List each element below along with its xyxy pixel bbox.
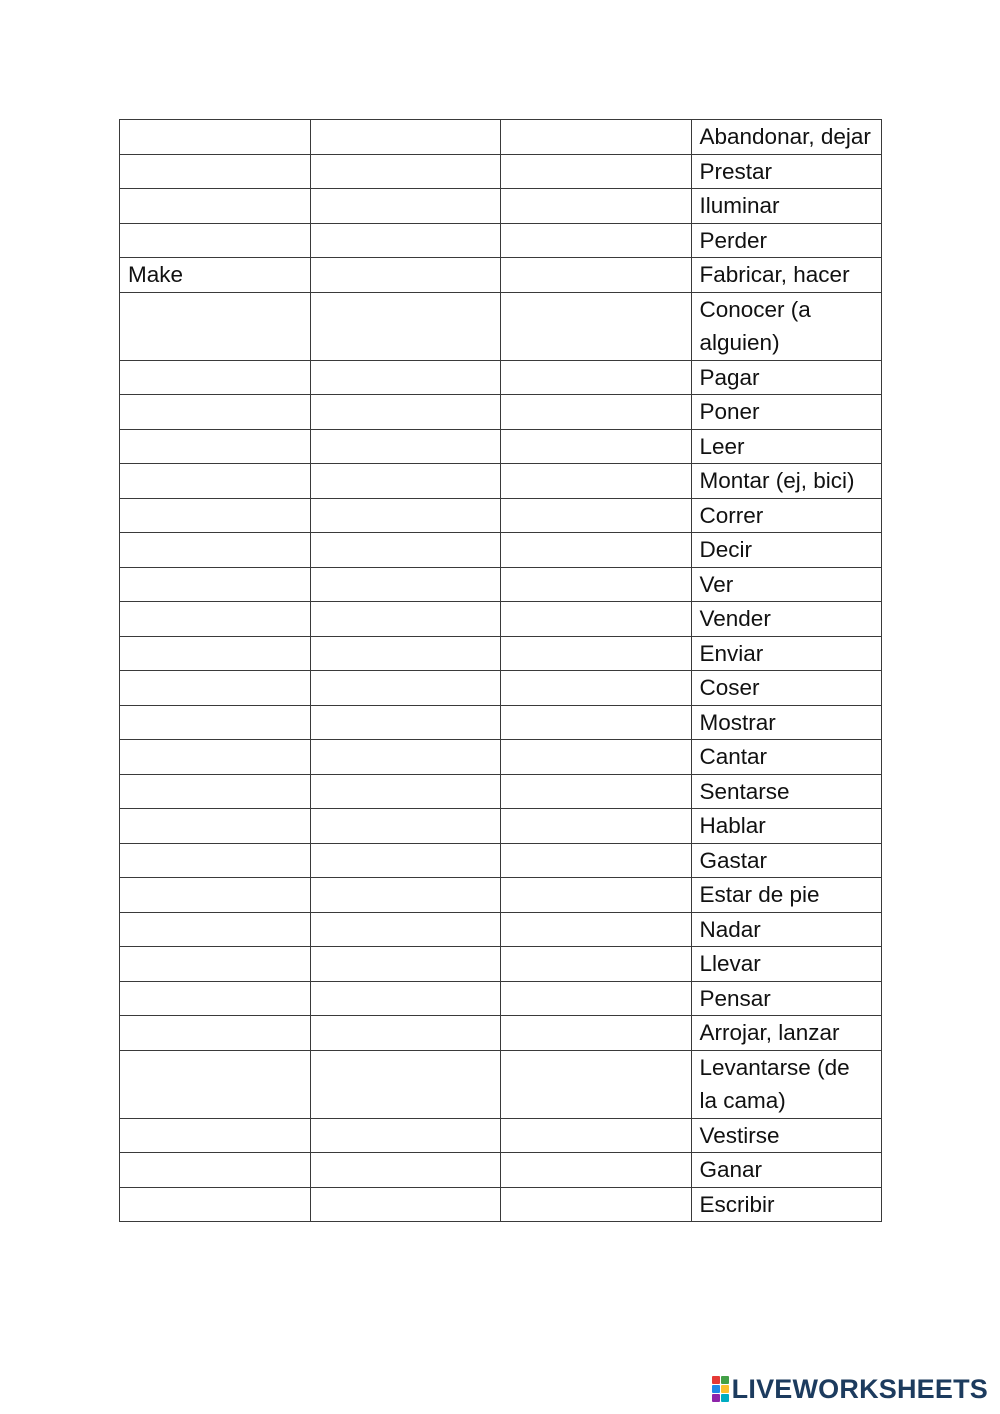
- spanish-verb-cell: Hablar: [691, 809, 882, 844]
- table-row: [120, 189, 882, 224]
- table-row: [120, 740, 882, 775]
- answer-cell[interactable]: [120, 533, 311, 568]
- table-row: [120, 981, 882, 1016]
- answer-cell[interactable]: [310, 223, 501, 258]
- table-row: [120, 1153, 882, 1188]
- answer-cell[interactable]: [310, 740, 501, 775]
- answer-cell[interactable]: [310, 843, 501, 878]
- spanish-verb-cell: Enviar: [691, 636, 882, 671]
- answer-cell[interactable]: [501, 602, 692, 637]
- spanish-verb-cell: Leer: [691, 429, 882, 464]
- answer-cell[interactable]: [310, 567, 501, 602]
- answer-cell[interactable]: [120, 429, 311, 464]
- spanish-verb-cell: Abandonar, dejar: [691, 120, 882, 155]
- spanish-verb-cell: Correr: [691, 498, 882, 533]
- answer-cell[interactable]: [501, 223, 692, 258]
- answer-cell[interactable]: [501, 1016, 692, 1051]
- spanish-verb-cell: Gastar: [691, 843, 882, 878]
- answer-cell[interactable]: [501, 498, 692, 533]
- spanish-verb-cell: Montar (ej, bici): [691, 464, 882, 499]
- answer-cell[interactable]: [310, 912, 501, 947]
- answer-cell[interactable]: [501, 705, 692, 740]
- answer-cell[interactable]: [310, 498, 501, 533]
- answer-cell[interactable]: [501, 189, 692, 224]
- spanish-verb-cell: Pagar: [691, 360, 882, 395]
- table-row: [120, 292, 882, 360]
- answer-cell[interactable]: [310, 1187, 501, 1222]
- table-row: [120, 843, 882, 878]
- answer-cell[interactable]: [310, 947, 501, 982]
- answer-cell[interactable]: [501, 878, 692, 913]
- table-row: [120, 1016, 882, 1051]
- answer-cell[interactable]: [310, 1118, 501, 1153]
- answer-cell[interactable]: [120, 1187, 311, 1222]
- logo-square: [712, 1394, 720, 1402]
- answer-cell[interactable]: [120, 464, 311, 499]
- answer-cell[interactable]: [501, 843, 692, 878]
- answer-cell[interactable]: [120, 292, 311, 360]
- logo-square: [712, 1385, 720, 1393]
- answer-cell[interactable]: [120, 981, 311, 1016]
- answer-cell[interactable]: Make: [120, 258, 311, 293]
- table-row: [120, 360, 882, 395]
- spanish-verb-cell: Levantarse (de la cama): [691, 1050, 882, 1118]
- spanish-verb-cell: Cantar: [691, 740, 882, 775]
- answer-cell[interactable]: [501, 533, 692, 568]
- answer-cell[interactable]: [120, 602, 311, 637]
- answer-cell[interactable]: [120, 395, 311, 430]
- answer-cell[interactable]: [310, 671, 501, 706]
- answer-cell[interactable]: [310, 1016, 501, 1051]
- answer-cell[interactable]: [120, 154, 311, 189]
- answer-cell[interactable]: [501, 120, 692, 155]
- table-row: [120, 120, 882, 155]
- spanish-verb-cell: Iluminar: [691, 189, 882, 224]
- table-row: [120, 878, 882, 913]
- table-row: [120, 774, 882, 809]
- answer-cell[interactable]: [501, 292, 692, 360]
- answer-cell[interactable]: [120, 878, 311, 913]
- answer-cell[interactable]: [501, 258, 692, 293]
- answer-cell[interactable]: [310, 981, 501, 1016]
- logo-square: [721, 1394, 729, 1402]
- spanish-verb-cell: Prestar: [691, 154, 882, 189]
- answer-cell[interactable]: [501, 395, 692, 430]
- answer-cell[interactable]: [310, 360, 501, 395]
- answer-cell[interactable]: [120, 809, 311, 844]
- answer-cell[interactable]: [501, 912, 692, 947]
- table-row: [120, 912, 882, 947]
- spanish-verb-cell: Nadar: [691, 912, 882, 947]
- spanish-verb-cell: Arrojar, lanzar: [691, 1016, 882, 1051]
- answer-cell[interactable]: [120, 1016, 311, 1051]
- answer-cell[interactable]: [310, 120, 501, 155]
- answer-cell[interactable]: [120, 223, 311, 258]
- answer-cell[interactable]: [120, 912, 311, 947]
- table-row: [120, 567, 882, 602]
- answer-cell[interactable]: [120, 1050, 311, 1118]
- spanish-verb-cell: Coser: [691, 671, 882, 706]
- table-row: [120, 602, 882, 637]
- logo-square: [721, 1376, 729, 1384]
- logo-square: [721, 1385, 729, 1393]
- spanish-verb-cell: Mostrar: [691, 705, 882, 740]
- verb-worksheet-table: [119, 119, 882, 1222]
- table-row: [120, 223, 882, 258]
- table-row: [120, 533, 882, 568]
- table-row: [120, 258, 882, 293]
- spanish-verb-cell: Fabricar, hacer: [691, 258, 882, 293]
- answer-cell[interactable]: [310, 395, 501, 430]
- answer-cell[interactable]: [310, 154, 501, 189]
- answer-cell[interactable]: [120, 774, 311, 809]
- answer-cell[interactable]: [501, 567, 692, 602]
- answer-cell[interactable]: [310, 189, 501, 224]
- table-row: [120, 395, 882, 430]
- answer-cell[interactable]: [120, 1118, 311, 1153]
- table-row: [120, 809, 882, 844]
- answer-cell[interactable]: [120, 567, 311, 602]
- answer-cell[interactable]: [501, 360, 692, 395]
- answer-cell[interactable]: [501, 1118, 692, 1153]
- spanish-verb-cell: Decir: [691, 533, 882, 568]
- spanish-verb-cell: Conocer (a alguien): [691, 292, 882, 360]
- spanish-verb-cell: Estar de pie: [691, 878, 882, 913]
- answer-cell[interactable]: [120, 498, 311, 533]
- answer-cell[interactable]: [310, 602, 501, 637]
- answer-cell[interactable]: [120, 671, 311, 706]
- spanish-verb-cell: Llevar: [691, 947, 882, 982]
- table-row: [120, 636, 882, 671]
- answer-cell[interactable]: [310, 774, 501, 809]
- table-row: [120, 947, 882, 982]
- logo-square: [712, 1376, 720, 1384]
- table-row: [120, 671, 882, 706]
- answer-cell[interactable]: [310, 464, 501, 499]
- answer-cell[interactable]: [120, 360, 311, 395]
- answer-cell[interactable]: [120, 189, 311, 224]
- spanish-verb-cell: Perder: [691, 223, 882, 258]
- answer-cell[interactable]: [501, 1153, 692, 1188]
- answer-cell[interactable]: [501, 671, 692, 706]
- answer-cell[interactable]: [120, 1153, 311, 1188]
- answer-cell[interactable]: [501, 154, 692, 189]
- answer-cell[interactable]: [120, 636, 311, 671]
- answer-cell[interactable]: [310, 1153, 501, 1188]
- spanish-verb-cell: Ganar: [691, 1153, 882, 1188]
- answer-cell[interactable]: [501, 1187, 692, 1222]
- answer-cell[interactable]: [501, 464, 692, 499]
- answer-cell[interactable]: [501, 947, 692, 982]
- spanish-verb-cell: Vestirse: [691, 1118, 882, 1153]
- spanish-verb-cell: Vender: [691, 602, 882, 637]
- answer-cell[interactable]: [501, 981, 692, 1016]
- answer-cell[interactable]: [310, 258, 501, 293]
- answer-cell[interactable]: [120, 740, 311, 775]
- answer-cell[interactable]: [310, 809, 501, 844]
- table-row: [120, 429, 882, 464]
- answer-cell[interactable]: [120, 705, 311, 740]
- table-row: [120, 154, 882, 189]
- liveworksheets-logo-icon: [712, 1376, 729, 1402]
- answer-cell[interactable]: [501, 429, 692, 464]
- answer-cell[interactable]: [310, 429, 501, 464]
- answer-cell[interactable]: [501, 636, 692, 671]
- spanish-verb-cell: Poner: [691, 395, 882, 430]
- brand-wordmark: LIVEWORKSHEETS: [731, 1373, 988, 1404]
- answer-cell[interactable]: [501, 740, 692, 775]
- answer-cell[interactable]: [501, 774, 692, 809]
- table-row: [120, 1187, 882, 1222]
- answer-cell[interactable]: [310, 636, 501, 671]
- table-row: [120, 1118, 882, 1153]
- liveworksheets-branding: [712, 1374, 988, 1404]
- spanish-verb-cell: Pensar: [691, 981, 882, 1016]
- answer-cell[interactable]: [310, 1050, 501, 1118]
- answer-cell[interactable]: [310, 533, 501, 568]
- table-row: [120, 498, 882, 533]
- table-row: [120, 705, 882, 740]
- table-row: [120, 464, 882, 499]
- spanish-verb-cell: Escribir: [691, 1187, 882, 1222]
- answer-cell[interactable]: [501, 1050, 692, 1118]
- table-body: [120, 120, 882, 1222]
- spanish-verb-cell: Ver: [691, 567, 882, 602]
- table-row: [120, 1050, 882, 1118]
- answer-cell[interactable]: [310, 292, 501, 360]
- answer-cell[interactable]: [310, 705, 501, 740]
- answer-cell[interactable]: [501, 809, 692, 844]
- answer-cell[interactable]: [120, 843, 311, 878]
- answer-cell[interactable]: [120, 947, 311, 982]
- spanish-verb-cell: Sentarse: [691, 774, 882, 809]
- answer-cell[interactable]: [120, 120, 311, 155]
- answer-cell[interactable]: [310, 878, 501, 913]
